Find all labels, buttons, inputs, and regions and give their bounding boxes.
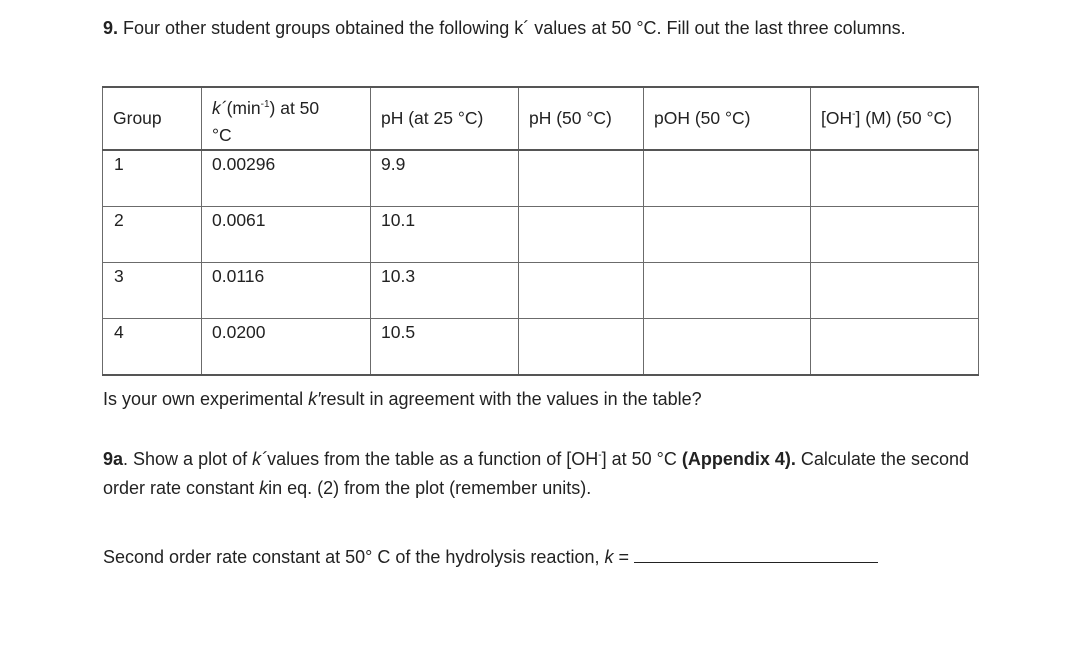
cell-ph-25: 9.9 — [371, 150, 519, 207]
header-oh-concentration: [OH-] (M) (50 °C) — [811, 87, 979, 150]
cell-poh-50[interactable] — [644, 207, 811, 263]
cell-oh[interactable] — [811, 207, 979, 263]
k-prime-symbol: k′ — [308, 389, 321, 409]
cell-group: 4 — [103, 319, 202, 376]
cell-ph-25: 10.1 — [371, 207, 519, 263]
cell-ph-50[interactable] — [519, 207, 644, 263]
answer-label: Second order rate constant at 50° C of the hydrolysis reaction, — [103, 547, 605, 567]
table-header-row — [103, 87, 979, 150]
agreement-question: Is your own experimental k′result in agreement with the values in the table? — [103, 389, 702, 409]
table-row — [103, 263, 979, 319]
cell-ph-25: 10.3 — [371, 263, 519, 319]
question-9a-text: 9a. Show a plot of k´values from the table as a function of [OH-] at 50 °C (Appendix 4). Calculate the second order rate constant kin eq. (2) from the plot (remember units). — [103, 449, 969, 498]
appendix-reference: (Appendix 4). — [681, 449, 796, 469]
cell-k: 0.0061 — [202, 207, 371, 263]
cell-group: 1 — [103, 150, 202, 207]
cell-poh-50[interactable] — [644, 319, 811, 376]
cell-group: 3 — [103, 263, 202, 319]
k-values-table — [102, 86, 979, 376]
cell-oh[interactable] — [811, 263, 979, 319]
table-row — [103, 150, 979, 207]
cell-k: 0.0200 — [202, 319, 371, 376]
header-poh-50: pOH (50 °C) — [644, 87, 811, 150]
cell-group: 2 — [103, 207, 202, 263]
cell-k: 0.00296 — [202, 150, 371, 207]
cell-ph-50[interactable] — [519, 263, 644, 319]
answer-line: Second order rate constant at 50° C of the hydrolysis reaction, k = — [103, 543, 983, 572]
question-body: Four other student groups obtained the following k´ values at 50 °C. Fill out the last three columns. — [123, 18, 906, 38]
header-ph-25: pH (at 25 °C) — [371, 87, 519, 150]
table-row — [103, 207, 979, 263]
cell-poh-50[interactable] — [644, 263, 811, 319]
cell-oh[interactable] — [811, 319, 979, 376]
question-9-text — [103, 14, 1003, 43]
cell-poh-50[interactable] — [644, 150, 811, 207]
answer-blank[interactable] — [634, 546, 878, 563]
header-group: Group — [103, 87, 202, 150]
question-9a-number: 9a — [103, 449, 124, 469]
header-ph-50: pH (50 °C) — [519, 87, 644, 150]
header-k: $k´(\min^{-1})$ at 50 °C — [202, 87, 371, 150]
cell-ph-50[interactable] — [519, 150, 644, 207]
cell-oh[interactable] — [811, 150, 979, 207]
cell-ph-25: 10.5 — [371, 319, 519, 376]
cell-ph-50[interactable] — [519, 319, 644, 376]
table-row — [103, 319, 979, 376]
cell-k: 0.0116 — [202, 263, 371, 319]
question-number: 9. — [103, 18, 119, 38]
